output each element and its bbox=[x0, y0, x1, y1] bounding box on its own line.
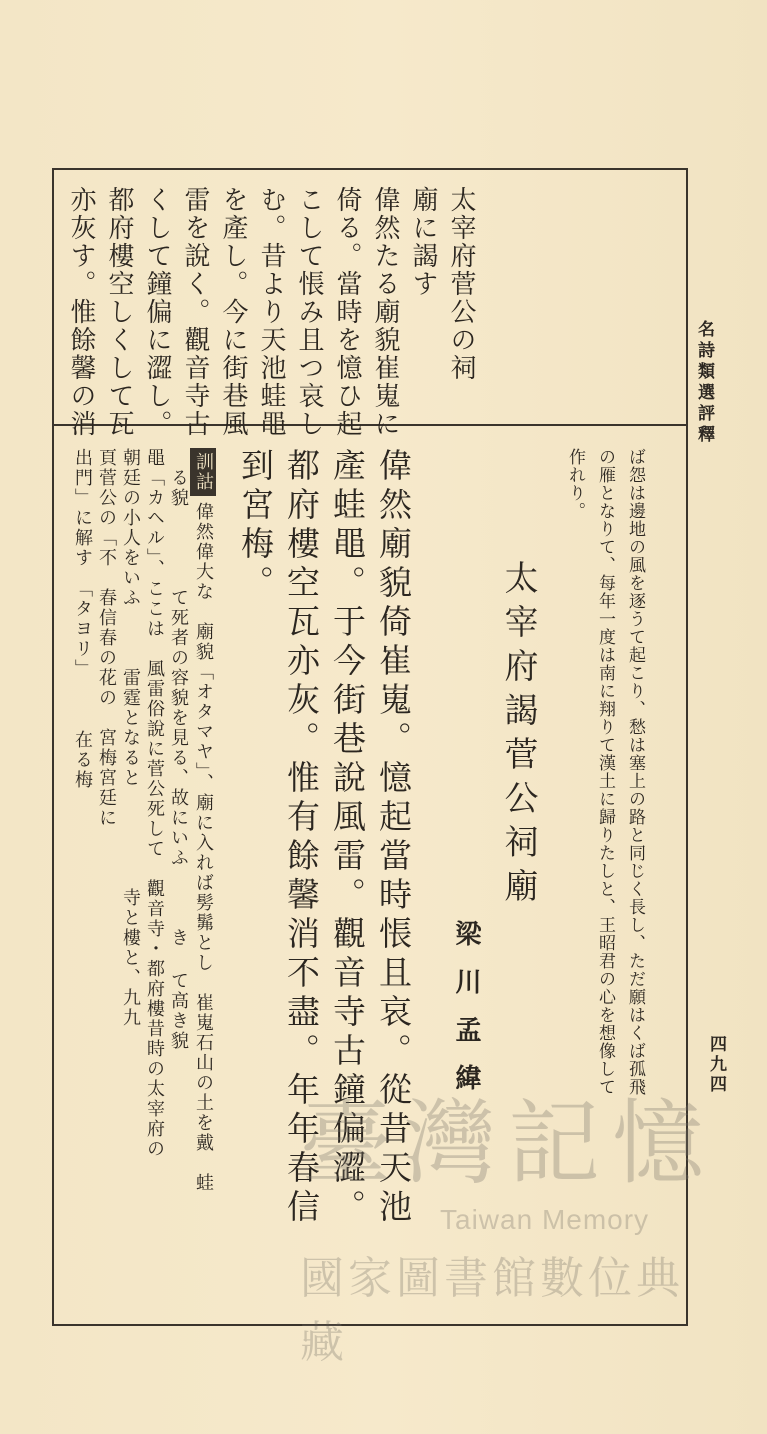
translation-line: 作れり。 bbox=[565, 448, 585, 520]
note-column: 黽「カヘル」、ここは 風雷俗說に菅公死して 觀音寺・都府樓昔時の太宰府の bbox=[144, 448, 165, 1159]
glossary-label: 訓詁 bbox=[190, 448, 216, 496]
box-column: む。昔より天池蛙黽 bbox=[256, 186, 286, 438]
kundoku-reading-box bbox=[62, 186, 480, 438]
poem-line: 到宮梅。 bbox=[236, 448, 275, 604]
translation-line: ば怨は邊地の風を逐うて起こり、愁は塞上の路と同じく長し、ただ願はくば孤飛 bbox=[625, 448, 645, 1096]
note-column: 頁菅公の「不 春信春の花の 宮梅宮廷に bbox=[96, 448, 117, 828]
poem-title: 太宰府謁菅公祠廟 bbox=[498, 560, 538, 912]
poem-line: 偉然廟貌倚崔嵬。憶起當時悵且哀。從昔天池 bbox=[374, 448, 413, 1228]
box-column: くして鐘偏に澀し。 bbox=[142, 186, 172, 438]
page-number: 四九四 bbox=[706, 1035, 726, 1095]
note-column: 朝廷の小人をいふ 雷霆となると 寺と樓と、九九 bbox=[120, 448, 141, 1028]
library-watermark bbox=[300, 1070, 730, 1368]
poem-author: 梁川孟緯 bbox=[451, 920, 481, 1112]
watermark-english: Taiwan Memory bbox=[440, 1204, 650, 1235]
note-column: 出門」に解す 「タヨリ」 在る梅 bbox=[72, 448, 93, 790]
box-column: 都府樓空しくして瓦 bbox=[104, 186, 134, 438]
book-title-header: 名詩類選評釋 bbox=[694, 320, 714, 446]
box-column: 雷を說く。觀音寺古 bbox=[180, 186, 210, 438]
box-column: こして悵み且つ哀し bbox=[294, 186, 324, 438]
box-column: 亦灰す。惟餘馨の消 bbox=[66, 186, 96, 438]
translation-line: の雁となりて、每年一度は南に翔りて漢土に歸りたしと、王昭君の心を想像して bbox=[595, 448, 615, 1096]
box-column: 廟に謁す bbox=[408, 186, 438, 298]
box-column: 太宰府菅公の祠 bbox=[446, 186, 476, 382]
box-column: 倚る。當時を憶ひ起 bbox=[332, 186, 362, 438]
glossary-notes bbox=[70, 448, 216, 1308]
watermark-main: 臺灣記憶 bbox=[300, 1090, 717, 1197]
poem-line: 產蛙黽。于今街巷說風雷。觀音寺古鐘偏澀。 bbox=[328, 448, 367, 1228]
box-column: 偉然たる廟貌崔嵬に bbox=[370, 186, 400, 438]
note-column-0 bbox=[190, 448, 216, 1308]
box-column: を產し。今に街巷風 bbox=[218, 186, 248, 438]
poem-line: 都府樓空瓦亦灰。惟有餘馨消不盡。年年春信 bbox=[282, 448, 321, 1228]
watermark-chinese: 國家圖書館數位典藏 bbox=[300, 1253, 684, 1368]
note-column: る貌 て死者の容貌を見る、故にいふ き て高き貌 bbox=[168, 448, 189, 1051]
note-text: 偉然偉大な 廟貌「オタマヤ」、廟に入れば髣髴とし 崔嵬石山の土を戴 蛙 bbox=[193, 502, 214, 1193]
